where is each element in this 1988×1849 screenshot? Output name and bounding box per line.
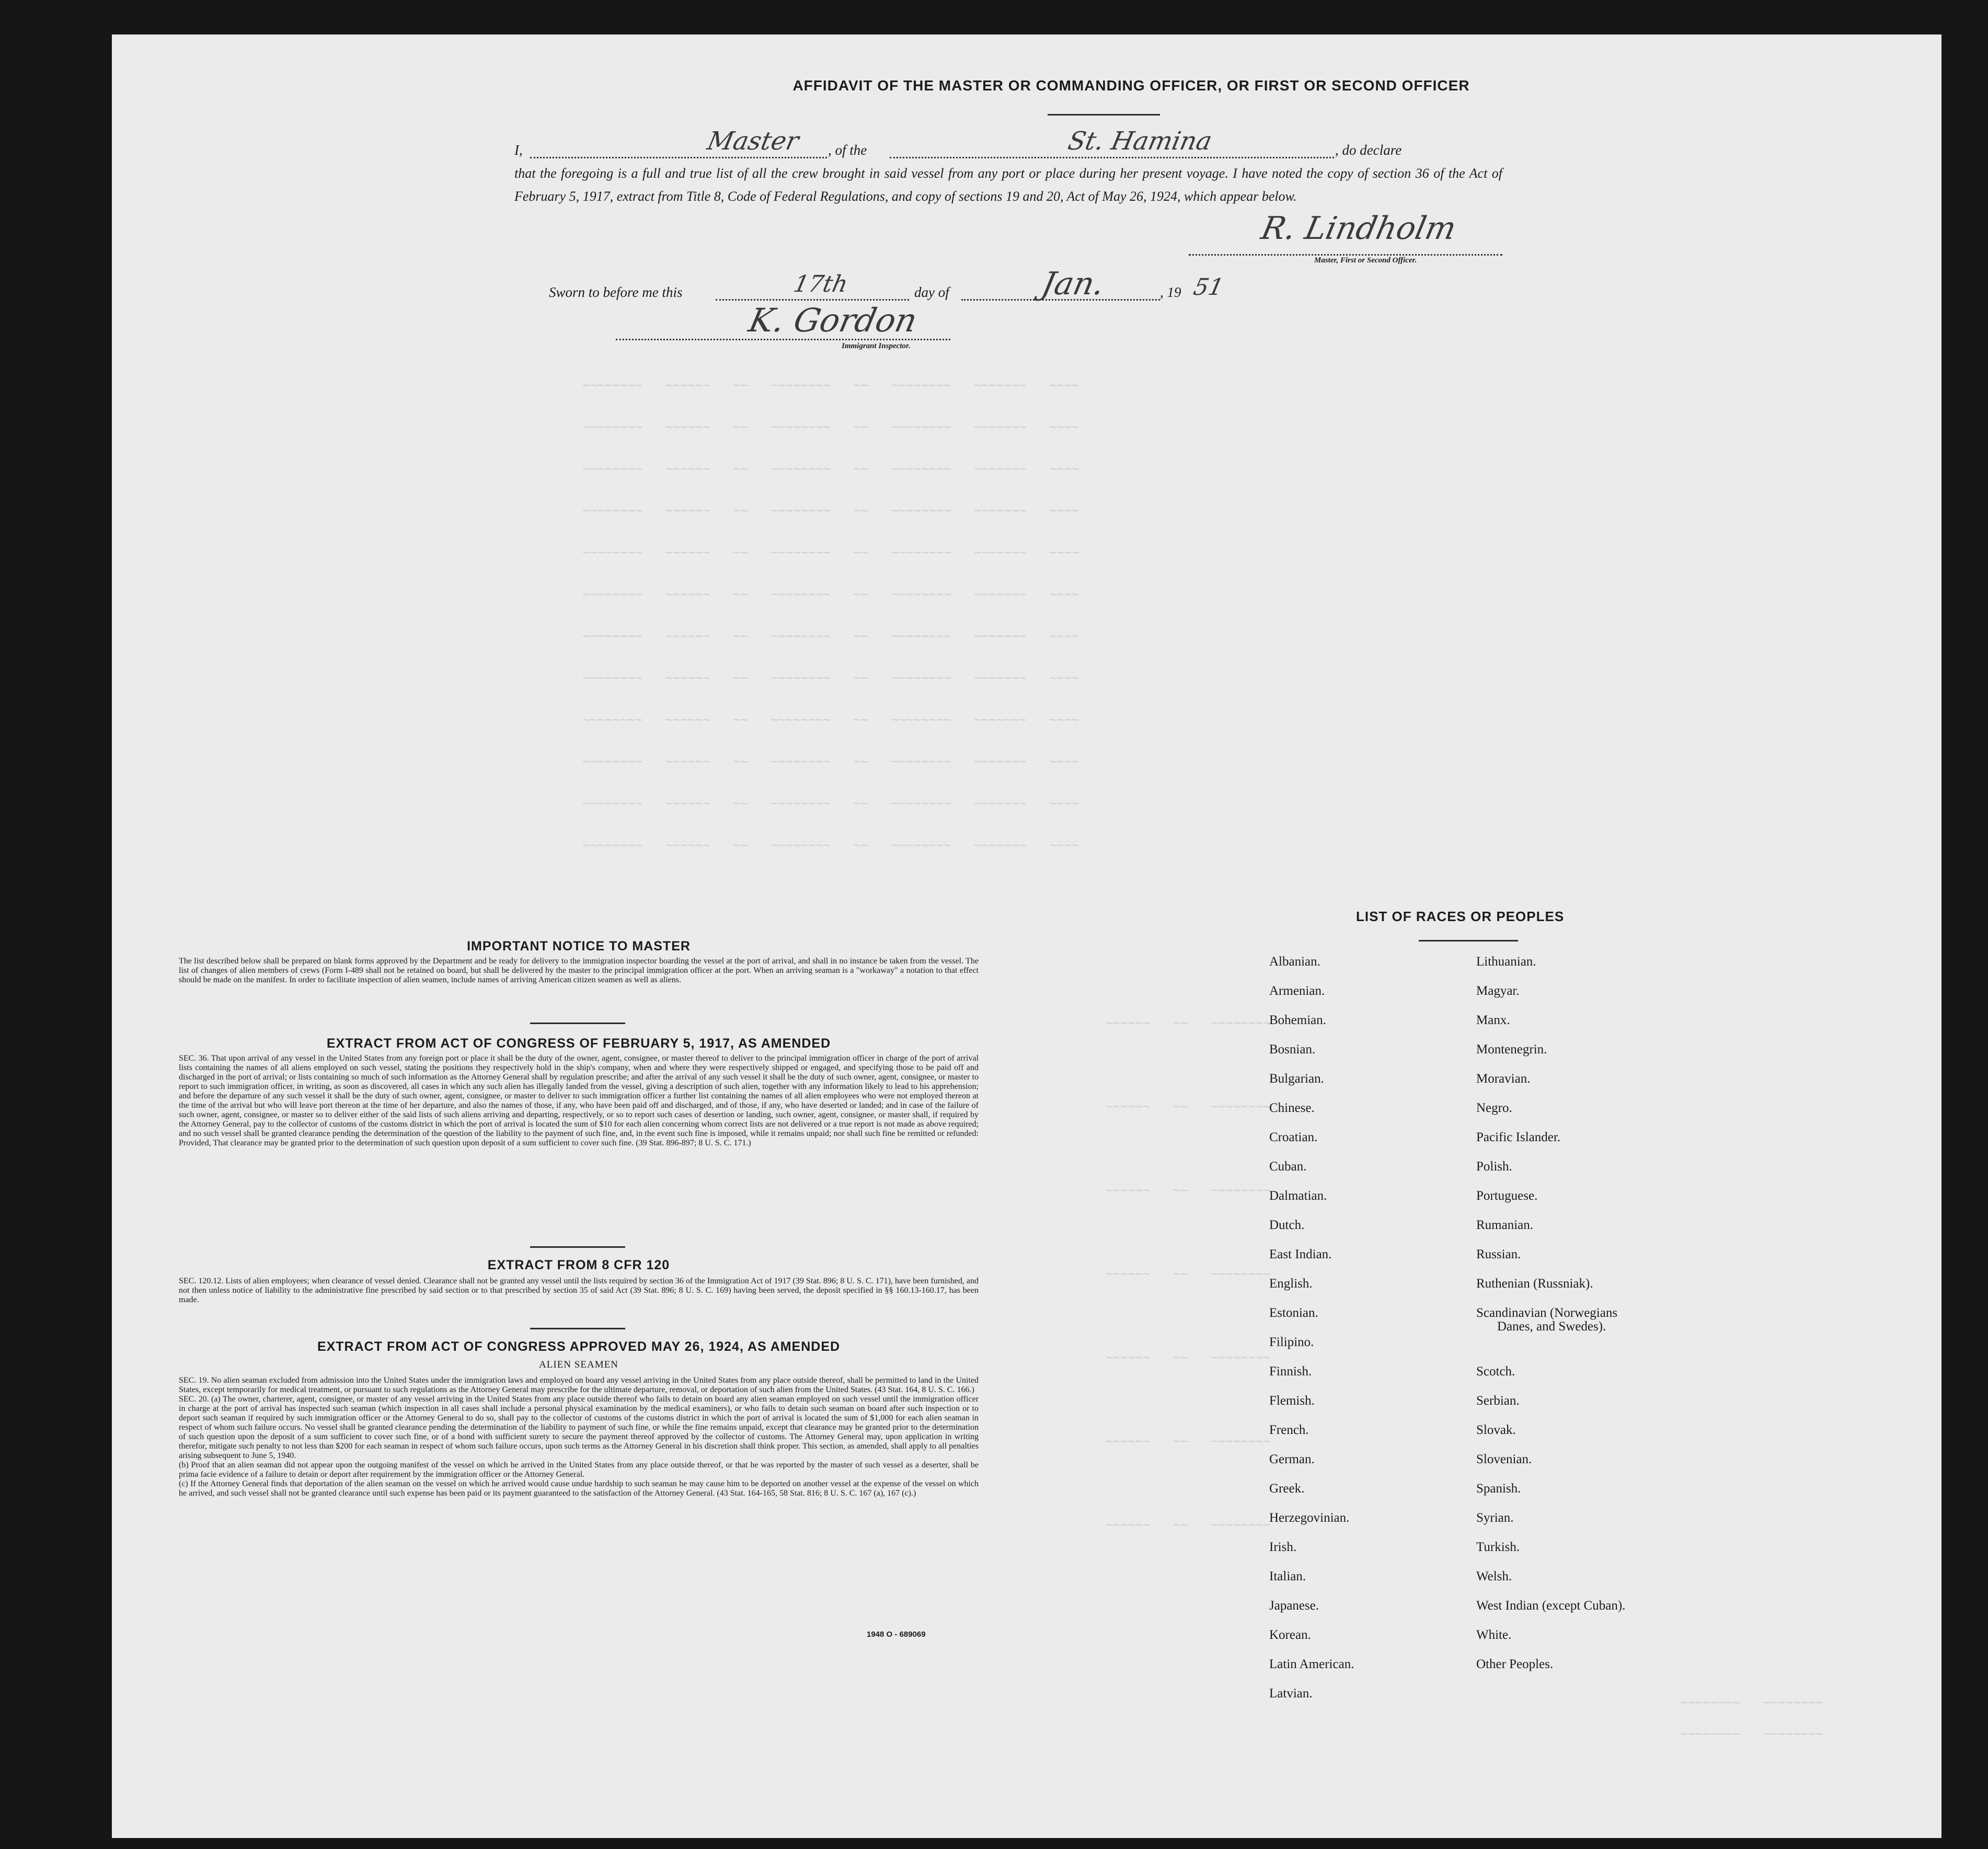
sworn-day-field <box>716 299 909 301</box>
day-of-label: day of <box>914 284 949 300</box>
handwritten-vessel: St. Hamina <box>1065 127 1215 156</box>
extract-cfr-body: SEC. 120.12. Lists of alien employees; when clearance of vessel denied. Clearance shall not be granted any vessel until the lists required by section 36 of the Immigration Act of 1917 (39 Stat. 896; 8 U. S. C. 171), have been furnished, and not then unless notice of liability to the administrative fine prescribed by said section or to that prescribed by section 35 of said Act (39 Stat. 896; 8 U. S. C. 169) having been served, the deposit specified in §§ 160.13-160.17, has been made. <box>179 1277 979 1304</box>
extract-1917-body: SEC. 36. That upon arrival of any vessel in the United States from any foreign port or place it shall be the duty of the owner, agent, consignee, or master thereof to deliver to the principal immigration officer in charge of the port of arrival lists containing the names of all aliens employed on such vessel, stating the positions they respectively hold in the ship's company, when and where they were respectively shipped or engaged, and specifying those to be paid off and discharged in the port of arrival; or lists containing so much of such information as the Attorney General shall by regulation prescribe; and after the arrival of any such vessel it shall be the duty of such owner, agent, consignee, or master to report to such immigration officer, in writing, as soon as discovered, all cases in which any such alien has illegally landed from the vessel, giving a description of such alien, together with any information likely to lead to his apprehension; and before the departure of any such vessel it shall be the duty of such owner, agent, consignee, or master to deliver to such immigration officer a further list containing the names of all alien employees who were not employed thereon at the time of the arrival but who will leave port thereon at the time of her departure, and also the names of those, if any, who have been paid off and discharged, and of those, if any, who have deserted or landed; and in case of the failure of such owner, agent, consignee, or master so to deliver either of the said lists of such aliens arriving and departing, respectively, or so to report such cases of desertion or landing, such owner, agent, consignee, or master shall, if required by the Attorney General, pay to the collector of customs of the customs district in which the port of arrival is located the sum of $10 for each alien concerning whom correct lists are not delivered or a true report is not made as above required; and no such vessel shall be granted clearance pending the determination of the question of the liability to the payment of such fine, and, in the event such fine is imposed, while it remains unpaid; nor shall such fine be remitted or refunded: Provided, That clearance may be granted prior to the determination of such question upon deposit of a sum sufficient to cover such fine. (39 Stat. 896-897; 8 U. S. C. 171.) <box>179 1054 979 1147</box>
printer-code: 1948 O - 689069 <box>867 1630 926 1639</box>
race-item: English. <box>1269 1277 1313 1291</box>
race-item: Scotch. <box>1476 1364 1515 1379</box>
race-item: Filipino. <box>1269 1335 1314 1349</box>
race-item: Bulgarian. <box>1269 1072 1324 1086</box>
handwritten-day: 17th <box>791 271 851 297</box>
manifest-sheet: ~~~~~~~~ ~~~~~~ ~~ ~~~~~~~~ ~~ ~~~~~~~~ ~~~~~~~ ~~~~ ~~~~~~~~ ~~~~~~ ~~ ~~~~~~~~ ~~ ~~~~~~~~ ~~~~~~~ ~~~~ ~~~~~~~~ ~~~~~~ ~~ ~~~~~~~~ ~~ ~~~~~~~~ ~~~~~~~ ~~~~ ~~~~~~~~ ~~~~~~ ~~ ~~~~~~~~ ~~ ~~~~~~~~ ~~~~~~~ ~~~~ ~~~~~~~~ ~~~~~~ ~~ ~~~~~~~~ ~~ ~~~~~~~~ ~~~~~~~ ~~~~ ~~~~~~~~ ~~~~~~ ~~ ~~~~~~~~ ~~ ~~~~~~~~ ~~~~~~~ ~~~~ ~~~~~~~~ ~~~~~~ ~~ ~~~~~~~~ ~~ ~~~~~~~~ ~~~~~~~ ~~~~ ~~~~~~~~ ~~~~~~ ~~ ~~~~~~~~ ~~ ~~~~~~~~ ~~~~~~~ ~~~~ ~~~~~~~~ ~~~~~~ ~~ ~~~~~~~~ ~~ ~~~~~~~~ ~~~~~~~ ~~~~ ~~~~~~~~ ~~~~~~ ~~ ~~~~~~~~ ~~ ~~~~~~~~ ~~~~~~~ ~~~~ ~~~~~~~~ ~~~~~~ ~~ ~~~~~~~~ ~~ ~~~~~~~~ ~~~~~~~ ~~~~ ~~~~~~~~ ~~~~~~ ~~ ~~~~~~~~ ~~ ~~~~~~~~ ~~~~~~~ ~~~~ ~~~~~~ ~~ ~~~~~~~~ ~~~~~~ ~~ ~~~~~~~~ ~~~~~~ ~~ ~~~~~~~~ ~~~~~~ ~~ ~~~~~~~~ ~~~~~~ ~~ ~~~~~~~~ ~~~~~~ ~~ ~~~~~~~~ ~~~~~~ ~~ ~~~~~~~~ ~~~~~~~~ ~~~~~~~~ ~~~~~~~~ ~~~~~~~~ AFFIDAVIT OF THE MASTER OR COMMANDING OFFICER, OR FIRST OR SECOND OFFICER I, Master , of the St. Hamina , do declare that the foregoing is a full and true list of all the crew brought in said vessel from any port or place during her present voyage. I have noted the copy of section 36 of the Act of February 5, 1917, extract from Title 8, Code of Federal Regulations, and copy of sections 19 and 20, Act of May 26, 1924, which appear below. R. Lindholm Master, First or Second Officer. Sworn to before me this 17th day of Jan. , 19 51 K. Gordon Immigrant Inspector. IMPORTANT NOTICE TO MASTER The list described below shall be prepared on blank forms approved by the Department and be ready for delivery to the immigration inspector boarding the vessel at the port of arrival, and shall in no instance be taken from the vessel. The list of changes of alien members of crews (Form I-489 shall not be retained on board, but shall be delivered by the master to the principal immigration officer at the port. When an arriving seaman is a "workaway" a notation to that effect should be made on the manifest. In order to facilitate inspection of alien seamen, include names of arriving American citizen seamen as well as aliens. EXTRACT FROM ACT OF CONGRESS OF FEBRUARY 5, 1917, AS AMENDED SEC. 36. That upon arrival of any vessel in the United States from any foreign port or place it shall be the duty of the owner, agent, consignee, or master thereof to deliver to the principal immigration officer in charge of the port of arrival lists containing the names of all aliens employed on such vessel, stating the positions they respectively hold in the ship's company, when and where they were respectively shipped or engaged, and specifying those to be paid off and discharged in the port of arrival; or lists containing so much of such information as the Attorney General shall by regulation prescribe; and after the arrival of any such vessel it shall be the duty of such owner, agent, consignee, or master to report to such immigration officer, in writing, as soon as discovered, all cases in which any such alien has illegally landed from the vessel, giving a description of such alien, together with any information likely to lead to his apprehension; and before the departure of any such vessel it shall be the duty of such owner, agent, consignee, or master to deliver to such immigration officer a further list containing the names of all alien employees who were not employed thereon at the time of the arrival but who will leave port thereon at the time of her departure, and also the names of those, if any, who have been paid off and discharged, and of those, if any, who have deserted or landed; and in case of the failure of such owner, agent, consignee, or master so to deliver either of the said lists of such aliens arriving and departing, respectively, or so to report such cases of desertion or landing, such owner, agent, consignee, or master shall, if required by the Attorney General, pay to the collector of customs of the customs district in which the port of arrival is located the sum of $10 for each alien concerning whom correct lists are not delivered or a true report is not made as above required; and no such vessel shall be granted clearance pending the determination of the question of the liability to the payment of such fine, and, in the event such fine is imposed, while it remains unpaid; nor shall such fine be remitted or refunded: Provided, That clearance may be granted prior to the determination of such question upon deposit of a sum sufficient to cover such fine. (39 Stat. 896-897; 8 U. S. C. 171.) EXTRACT FROM 8 CFR 120 SEC. 120.12. Lists of alien employees; when clearance of vessel denied. Clearance shall not be granted any vessel until the lists required by section 36 of the Immigration Act of 1917 (39 Stat. 896; 8 U. S. C. 171), have been furnished, and not then unless notice of liability to the administrative fine prescribed by said section or to that prescribed by section 35 of said Act (39 Stat. 896; 8 U. S. C. 169) having been served, the deposit specified in §§ 160.13-160.17, has been made. EXTRACT FROM ACT OF CONGRESS APPROVED MAY 26, 1924, AS AMENDED ALIEN SEAMEN SEC. 19. No alien seaman excluded from admission into the United States under the immigration laws and employed on board any vessel arriving in the United States from any place outside thereof, shall be permitted to land in the United States, except temporarily for medical treatment, or pursuant to such regulations as the Attorney General may prescribe for the ultimate departure, removal, or deportation of such alien from the United States. (43 Stat. 164, 8 U. S. C. 166.) SEC. 20. (a) The owner, charterer, agent, consignee, or master of any vessel arriving in the United States from any place outside thereof who fails to detain on board any alien seaman employed on such vessel until the immigration officer in charge at the port of arrival has inspected such seaman (which inspection in all cases shall include a personal physical examination by the medical examiners), or who fails to detain such seaman on board after such inspection or to deport such seaman if required by such immigration officer or the Attorney General to do so, shall pay to the collector of customs of the customs district in which the port of arrival is located the sum of $1,000 for each alien seaman in respect of whom such failure occurs. No vessel shall be granted clearance pending the determination of the liability to payment of such fine, or while the fine remains unpaid, except that clearance may be granted prior to the determination of such question upon the deposit of a sum sufficient to cover such fine, or of a bond with sufficient surety to secure the payment thereof approved by the collector of customs. The Attorney General may, upon application in writing therefor, mitigate such penalty to not less than $200 for each seaman in respect of whom such failure occurs, upon such terms as the Attorney General in his discretion shall think proper. This section, as amended, shall apply to all penalties arising subsequent to June 5, 1940. (b) Proof that an alien seaman did not appear upon the outgoing manifest of the vessel on which he arrived in the United States from any place outside thereof, or that he was reported by the master of such vessel as a deserter, shall be prima facie evidence of a failure to detain or deport after requirement by the immigration officer or the Attorney General. (c) If the Attorney General finds that deportation of the alien seaman on the vessel on which he arrived would cause undue hardship to such seaman he may cause him to be deported on another vessel at the expense of the vessel on which he arrived, and such vessel shall not be granted clearance until such expense has been paid or its payment guaranteed to the satisfaction of the Attorney General. (43 Stat. 164-165, 58 Stat. 816; 8 U. S. C. 167 (a), 167 (c).) 1948 O - 689069 LIST OF RACES OR PEOPLES Albanian. Armenian. Bohemian. Bosnian. Bulgarian. Chinese. Croatian. Cuban. Dalmatian. Dutch. East Indian. English. Estonian. Filipino. Finnish. Flemish. French. German. Greek. Herzegovinian. Irish. Italian. Japanese. Korean. Latin American. Latvian. Lithuanian. Magyar. Manx. Montenegrin. Moravian. Negro. Pacific Islander. Polish. Portuguese. Rumanian. Russian. Ruthenian (Russniak). Scandinavian (Norwegians Danes, and Swedes). Scotch. Serbian. Slovak. Slovenian. Spanish. Syrian. Turkish. Welsh. West Indian (except Cuban). White. Other Peoples. <box>112 35 1941 1838</box>
race-item: Flemish. <box>1269 1394 1315 1408</box>
race-item: Latin American. <box>1269 1657 1354 1671</box>
race-item: Croatian. <box>1269 1130 1318 1144</box>
do-declare-label: , do declare <box>1335 142 1402 158</box>
race-item: Russian. <box>1476 1247 1521 1261</box>
race-item: Negro. <box>1476 1101 1512 1115</box>
race-item: Welsh. <box>1476 1569 1512 1583</box>
section-20c: (c) If the Attorney General finds that deportation of the alien seaman on the vessel on which he arrived would cause undue hardship to such seaman he may cause him to be deported on another vessel at the expense of the vessel on which he arrived, and such vessel shall not be granted clearance until such expense has been paid or its payment guaranteed to the satisfaction of the Attorney General. (43 Stat. 164-165, 58 Stat. 816; 8 U. S. C. 167 (a), 167 (c).) <box>179 1479 979 1498</box>
race-item: Magyar. <box>1476 984 1520 998</box>
notice-body: The list described below shall be prepared on blank forms approved by the Department and be ready for delivery to the immigration inspector boarding the vessel at the port of arrival, and shall in no instance be taken from the vessel. The list of changes of alien members of crews (Form I-489 shall not be retained on board, but shall be delivered by the master to the principal immigration officer at the port. When an arriving seaman is a "workaway" a notation to that effect should be made on the manifest. In order to facilitate inspection of alien seamen, include names of arriving American citizen seamen as well as aliens. <box>179 957 979 984</box>
year-prefix: , 19 <box>1160 284 1181 300</box>
race-item: Polish. <box>1476 1159 1512 1174</box>
race-item: Slovenian. <box>1476 1452 1532 1466</box>
sworn-prefix: Sworn to before me this <box>549 284 683 300</box>
extract-cfr-title: EXTRACT FROM 8 CFR 120 <box>487 1258 670 1272</box>
officer-caption: Master, First or Second Officer. <box>1314 256 1417 265</box>
declarant-name-field <box>530 157 827 158</box>
race-item: Finnish. <box>1269 1364 1312 1379</box>
race-item: Herzegovinian. <box>1269 1511 1350 1525</box>
race-item: Manx. <box>1476 1013 1510 1027</box>
race-item: Albanian. <box>1269 955 1320 969</box>
race-item: Syrian. <box>1476 1511 1514 1525</box>
race-item: Japanese. <box>1269 1599 1319 1613</box>
race-item: Bohemian. <box>1269 1013 1327 1027</box>
race-item: Spanish. <box>1476 1482 1521 1496</box>
extract-1917-title: EXTRACT FROM ACT OF CONGRESS OF FEBRUARY 5, 1917, AS AMENDED <box>326 1036 831 1051</box>
of-the-label: , of the <box>828 142 867 158</box>
races-title: LIST OF RACES OR PEOPLES <box>1356 909 1565 924</box>
officer-signature-line <box>1189 254 1502 256</box>
declarant-prefix: I, <box>514 142 523 158</box>
race-item: Lithuanian. <box>1476 955 1536 969</box>
race-item: Estonian. <box>1269 1306 1318 1320</box>
race-item: Scandinavian (Norwegians <box>1476 1306 1618 1320</box>
race-item: Cuban. <box>1269 1159 1307 1174</box>
race-item: Portuguese. <box>1476 1189 1538 1203</box>
handwritten-year: 51 <box>1191 274 1226 301</box>
race-item: Dalmatian. <box>1269 1189 1327 1203</box>
section-19: SEC. 19. No alien seaman excluded from admission into the United States under the immigration laws and employed on board any vessel arriving in the United States from any place outside thereof, shall be permitted to land in the United States, except temporarily for medical treatment, or pursuant to such regulations as the Attorney General may prescribe for the ultimate departure, removal, or deportation of such alien from the United States. (43 Stat. 164, 8 U. S. C. 166.) <box>179 1376 979 1394</box>
race-item: Rumanian. <box>1476 1218 1534 1232</box>
race-item: Chinese. <box>1269 1101 1315 1115</box>
inspector-signature: K. Gordon <box>745 301 921 339</box>
race-item: Danes, and Swedes). <box>1497 1319 1606 1334</box>
race-item: Pacific Islander. <box>1476 1130 1561 1144</box>
extract-1924-sections <box>179 1376 979 1498</box>
race-item: Korean. <box>1269 1628 1311 1642</box>
race-item: West Indian (except Cuban). <box>1476 1599 1626 1613</box>
race-item: Italian. <box>1269 1569 1306 1583</box>
handwritten-declarant: Master <box>705 127 801 156</box>
affidavit-title: AFFIDAVIT OF THE MASTER OR COMMANDING OFFICER, OR FIRST OR SECOND OFFICER <box>792 77 1470 94</box>
extract-1917-rule <box>530 1246 625 1248</box>
race-item: Other Peoples. <box>1476 1657 1554 1671</box>
race-item: German. <box>1269 1452 1315 1466</box>
race-item: Dutch. <box>1269 1218 1305 1232</box>
race-item: Turkish. <box>1476 1540 1520 1554</box>
race-item: Montenegrin. <box>1476 1042 1547 1056</box>
race-item: Ruthenian (Russniak). <box>1476 1277 1593 1291</box>
extract-1924-subtitle: ALIEN SEAMEN <box>539 1359 618 1370</box>
race-item: Slovak. <box>1476 1423 1516 1437</box>
race-item: Latvian. <box>1269 1686 1313 1701</box>
vessel-name-field <box>890 157 1334 158</box>
races-rule <box>1419 940 1518 941</box>
race-item: French. <box>1269 1423 1309 1437</box>
race-item: Greek. <box>1269 1482 1305 1496</box>
title-rule <box>1048 114 1160 116</box>
race-item: Serbian. <box>1476 1394 1520 1408</box>
extract-1924-title: EXTRACT FROM ACT OF CONGRESS APPROVED MAY 26, 1924, AS AMENDED <box>317 1339 841 1354</box>
officer-signature: R. Lindholm <box>1258 210 1460 247</box>
inspector-caption: Immigrant Inspector. <box>842 342 911 350</box>
race-item: Irish. <box>1269 1540 1297 1554</box>
extract-cfr-rule <box>530 1328 625 1329</box>
notice-title: IMPORTANT NOTICE TO MASTER <box>467 939 691 954</box>
race-item: Bosnian. <box>1269 1042 1316 1056</box>
handwritten-month: Jan. <box>1038 266 1108 302</box>
race-item: Armenian. <box>1269 984 1325 998</box>
inspector-signature-line <box>616 339 950 340</box>
race-item: Moravian. <box>1476 1072 1531 1086</box>
affidavit-body: that the foregoing is a full and true list of all the crew brought in said vessel from any port or place during her present voyage. I have noted the copy of section 36 of the Act of February 5, 1917, extract from Title 8, Code of Federal Regulations, and copy of sections 19 and 20, Act of May 26, 1924, which appear below. <box>514 166 1502 204</box>
race-item: White. <box>1476 1628 1512 1642</box>
section-20a: SEC. 20. (a) The owner, charterer, agent, consignee, or master of any vessel arriving in the United States from any place outside thereof who fails to detain on board any alien seaman employed on such vessel until the immigration officer in charge at the port of arrival has inspected such seaman (which inspection in all cases shall include a personal physical examination by the medical examiners), or who fails to detain such seaman on board after such inspection or to deport such seaman if required by such immigration officer or the Attorney General to do so, shall pay to the collector of customs of the customs district in which the port of arrival is located the sum of $1,000 for each alien seaman in respect of whom such failure occurs. No vessel shall be granted clearance pending the determination of the liability to payment of such fine, or while the fine remains unpaid, except that clearance may be granted prior to the determination of such question upon the deposit of a sum sufficient to cover such fine, or of a bond with sufficient surety to secure the payment thereof approved by the collector of customs. The Attorney General may, upon application in writing therefor, mitigate such penalty to not less than $200 for each seaman in respect of whom such failure occurs, upon such terms as the Attorney General in his discretion shall think proper. This section, as amended, shall apply to all penalties arising subsequent to June 5, 1940. <box>179 1395 979 1460</box>
section-20b: (b) Proof that an alien seaman did not appear upon the outgoing manifest of the vessel on which he arrived in the United States from any place outside thereof, or that he was reported by the master of such vessel as a deserter, shall be prima facie evidence of a failure to detain or deport after requirement by the immigration officer or the Attorney General. <box>179 1461 979 1479</box>
race-item: East Indian. <box>1269 1247 1332 1261</box>
notice-rule <box>530 1023 625 1024</box>
